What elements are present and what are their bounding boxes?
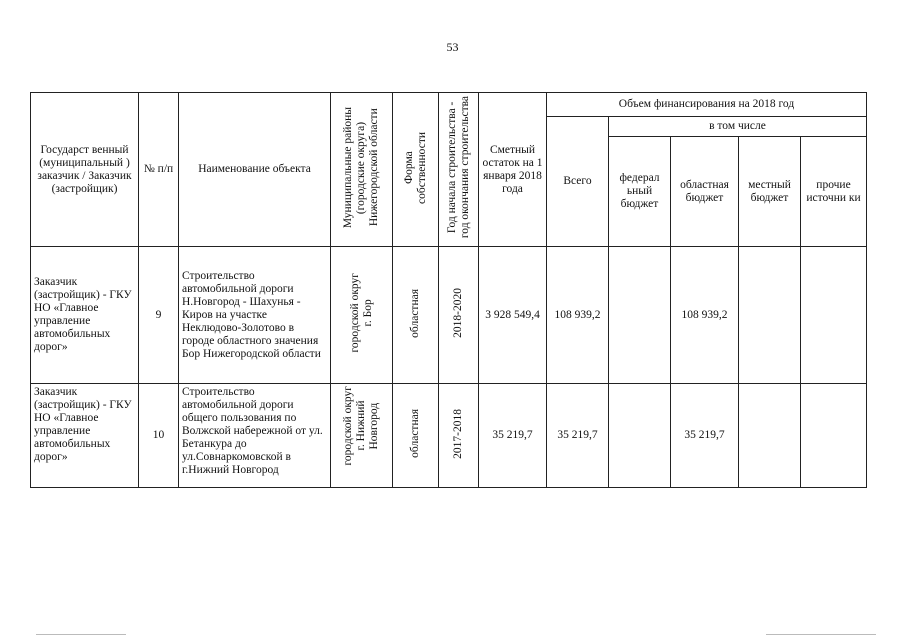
row-years <box>439 384 479 488</box>
row-district-line-2: г. Нижний <box>355 400 367 451</box>
header-financing: Объем финансирования на 2018 год <box>547 93 867 117</box>
header-total: Всего <box>547 117 609 247</box>
row-total: 35 219,7 <box>547 384 609 488</box>
row-district-line-3: Новгород <box>368 402 380 450</box>
financing-table <box>30 92 867 488</box>
row-estimate: 3 928 549,4 <box>479 247 547 384</box>
header-estimate: Сметный остаток на 1 января 2018 года <box>479 93 547 247</box>
row-ownership-text: областная <box>409 288 421 338</box>
table-row <box>31 247 867 384</box>
row-regional: 35 219,7 <box>671 384 739 488</box>
row-years-text: 2017-2018 <box>452 408 464 459</box>
header-districts-line-3: Нижегородской области <box>368 108 380 227</box>
scan-edge-line <box>766 634 876 635</box>
row-years <box>439 247 479 384</box>
row-number: 10 <box>139 384 179 488</box>
row-district <box>331 384 393 488</box>
page-number: 53 <box>446 40 459 54</box>
row-total: 108 939,2 <box>547 247 609 384</box>
row-ownership-text: областная <box>409 409 421 458</box>
header-local: местный бюджет <box>739 137 801 247</box>
row-federal <box>609 247 671 384</box>
header-districts-line-1: Муниципальные районы <box>342 106 354 229</box>
header-customer: Государст венный (муниципальный ) заказчик / Заказчик (застройщик) <box>31 93 139 247</box>
row-ownership <box>393 247 439 384</box>
header-districts-line-2: (городские округа) <box>355 121 367 214</box>
row-district-line-1: городской округ <box>342 386 354 466</box>
row-other <box>801 247 867 384</box>
row-local <box>739 384 801 488</box>
row-regional: 108 939,2 <box>671 247 739 384</box>
header-years-line-1: Год начала строительства - <box>445 101 458 234</box>
header-other: прочие источни ки <box>801 137 867 247</box>
scan-edge-line <box>36 634 126 635</box>
row-object-name: Строительство автомобильной дороги Н.Новгород - Шахунья - Киров на участке Неклюдово-Золотово в городе областного значения Бор Нижегородской области <box>179 247 331 384</box>
row-district-line-1: городской округ <box>348 273 361 353</box>
row-local <box>739 247 801 384</box>
row-customer: Заказчик (застройщик) - ГКУ НО «Главное управление автомобильных дорог» <box>31 247 139 384</box>
row-years-text: 2018-2020 <box>452 288 464 338</box>
header-years-line-2: год окончания строительства <box>458 96 471 239</box>
row-ownership <box>393 384 439 488</box>
header-regional: областная бюджет <box>671 137 739 247</box>
row-federal <box>609 384 671 488</box>
header-number: № п/п <box>139 93 179 247</box>
header-ownership-line-1: Форма <box>402 151 415 184</box>
row-district-line-2: г. Бор <box>361 299 374 327</box>
header-ownership <box>393 93 439 247</box>
header-ownership-line-2: собственности <box>415 131 428 204</box>
row-object-name: Строительство автомобильной дороги общего пользования по Волжской набережной от ул. Бетанкура до ул.Совнаркомовской в г.Нижний Новгород <box>179 384 331 488</box>
table-row <box>31 384 867 488</box>
header-federal: федерал ьный бюджет <box>609 137 671 247</box>
row-district <box>331 247 393 384</box>
header-districts <box>331 93 393 247</box>
header-object-name: Наименование объекта <box>179 93 331 247</box>
row-estimate: 35 219,7 <box>479 384 547 488</box>
header-including: в том числе <box>609 117 867 137</box>
row-other <box>801 384 867 488</box>
header-years <box>439 93 479 247</box>
row-customer: Заказчик (застройщик) - ГКУ НО «Главное управление автомобильных дорог» <box>31 384 139 488</box>
row-number: 9 <box>139 247 179 384</box>
